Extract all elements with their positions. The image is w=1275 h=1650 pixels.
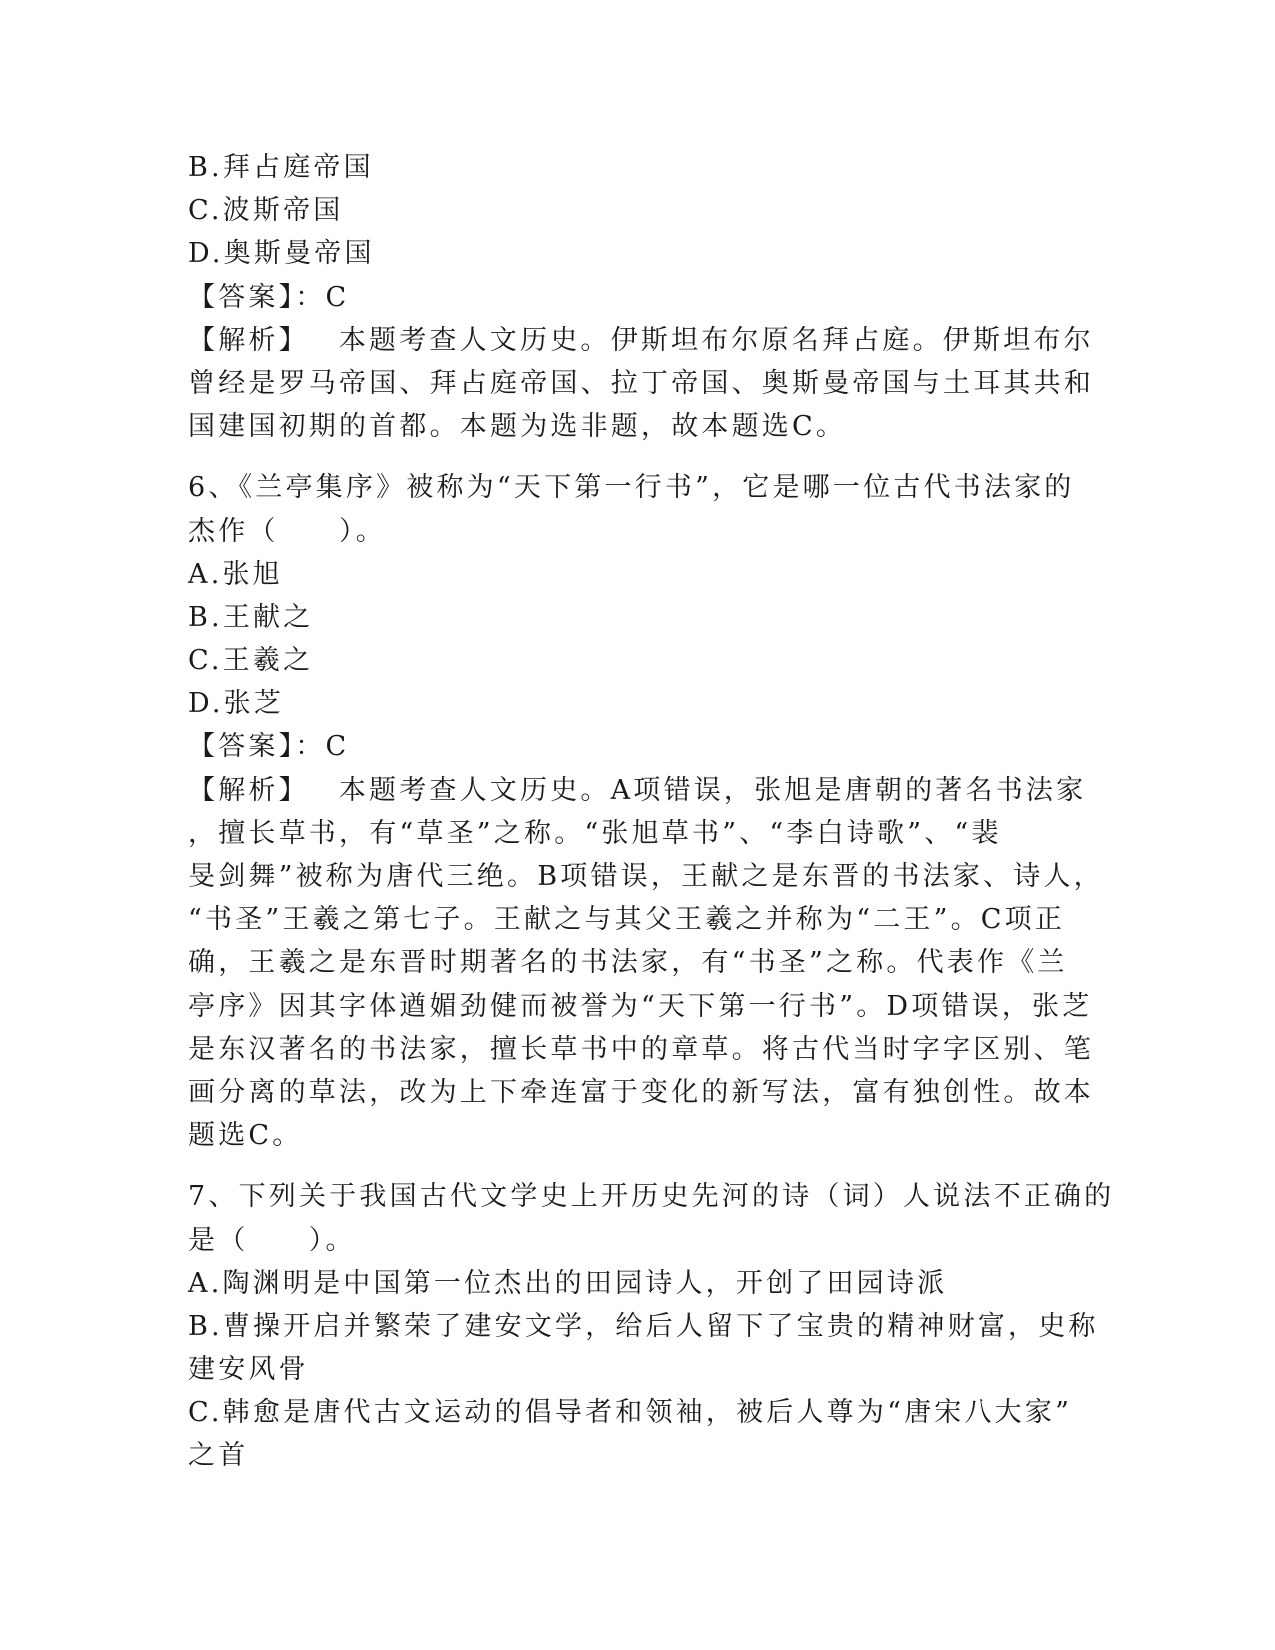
q6-question-line-2: 杰作（ ）。 (188, 515, 386, 547)
document-page (188, 146, 1115, 1478)
q6-analysis-text-1: 本题考查人文历史。A项错误，张旭是唐朝的著名书法家 (338, 774, 1087, 806)
q6-option-b: B.王献之 (188, 601, 314, 633)
q7-question-line-1: 7、下列关于我国古代文学史上开历史先河的诗（词）人说法不正确的 (188, 1181, 1115, 1213)
q5-analysis-line-3: 国建国初期的首都。本题为选非题，故本题选C。 (188, 411, 847, 443)
q7-option-c-line-2: 之首 (188, 1440, 249, 1472)
q6-analysis-line-5: 确，王羲之是东晋时期著名的书法家，有“书圣”之称。代表作《兰 (188, 947, 1068, 979)
q6-analysis-line-6: 亭序》因其字体遒媚劲健而被誉为“天下第一行书”。D项错误，张芝 (188, 990, 1093, 1022)
q7-option-c-line-1: C.韩愈是唐代古文运动的倡导者和领袖，被后人尊为“唐宋八大家” (188, 1397, 1073, 1429)
q5-answer: 【答案】：C (188, 281, 350, 313)
q5-option-b: B.拜占庭帝国 (188, 152, 374, 183)
q6-option-a: A.张旭 (188, 558, 283, 590)
q5-analysis-text-1: 本题考查人文历史。伊斯坦布尔原名拜占庭。伊斯坦布尔 (338, 324, 1094, 356)
q6-analysis-line-8: 画分离的草法，改为上下牵连富于变化的新写法，富有独创性。故本 (188, 1076, 1094, 1108)
q7-option-a: A.陶渊明是中国第一位杰出的田园诗人，开创了田园诗派 (188, 1267, 948, 1299)
q7-question-line-2: 是（ ）。 (188, 1224, 356, 1256)
q6-question-line-1: 6、《兰亭集序》被称为“天下第一行书”，它是哪一位古代书法家的 (188, 472, 1075, 504)
q7-option-b-line-1: B.曹操开启并繁荣了建安文学，给后人留下了宝贵的精神财富，史称 (188, 1310, 1099, 1342)
q6-analysis-line-7: 是东汉著名的书法家，擅长草书中的章草。将古代当时字字区别、笔 (188, 1033, 1094, 1065)
q6-analysis-line-9: 题选C。 (188, 1120, 303, 1152)
q5-analysis-line-2: 曾经是罗马帝国、拜占庭帝国、拉丁帝国、奥斯曼帝国与土耳其共和 (188, 367, 1094, 399)
q6-option-d: D.张芝 (188, 688, 285, 720)
q5-option-d: D.奥斯曼帝国 (188, 238, 375, 270)
q6-answer: 【答案】：C (188, 731, 350, 763)
q6-analysis-label: 【解析】 (188, 774, 309, 806)
q7-option-b-line-2: 建安风骨 (188, 1354, 309, 1386)
q6-analysis-line-4: “书圣”王羲之第七子。王献之与其父王羲之并称为“二王”。C项正 (188, 904, 1066, 936)
q5-option-c: C.波斯帝国 (188, 195, 344, 227)
q6-analysis-line-1 (188, 769, 1088, 812)
q6-option-c: C.王羲之 (188, 645, 314, 677)
q5-analysis-line-1 (188, 319, 1094, 362)
q6-analysis-line-3: 旻剑舞”被称为唐代三绝。B项错误，王献之是东晋的书法家、诗人， (188, 861, 1104, 892)
q6-analysis-line-2: ，擅长草书，有“草圣”之称。“张旭草书”、“李白诗歌”、“裴 (188, 817, 1002, 849)
q5-analysis-label: 【解析】 (188, 324, 309, 356)
